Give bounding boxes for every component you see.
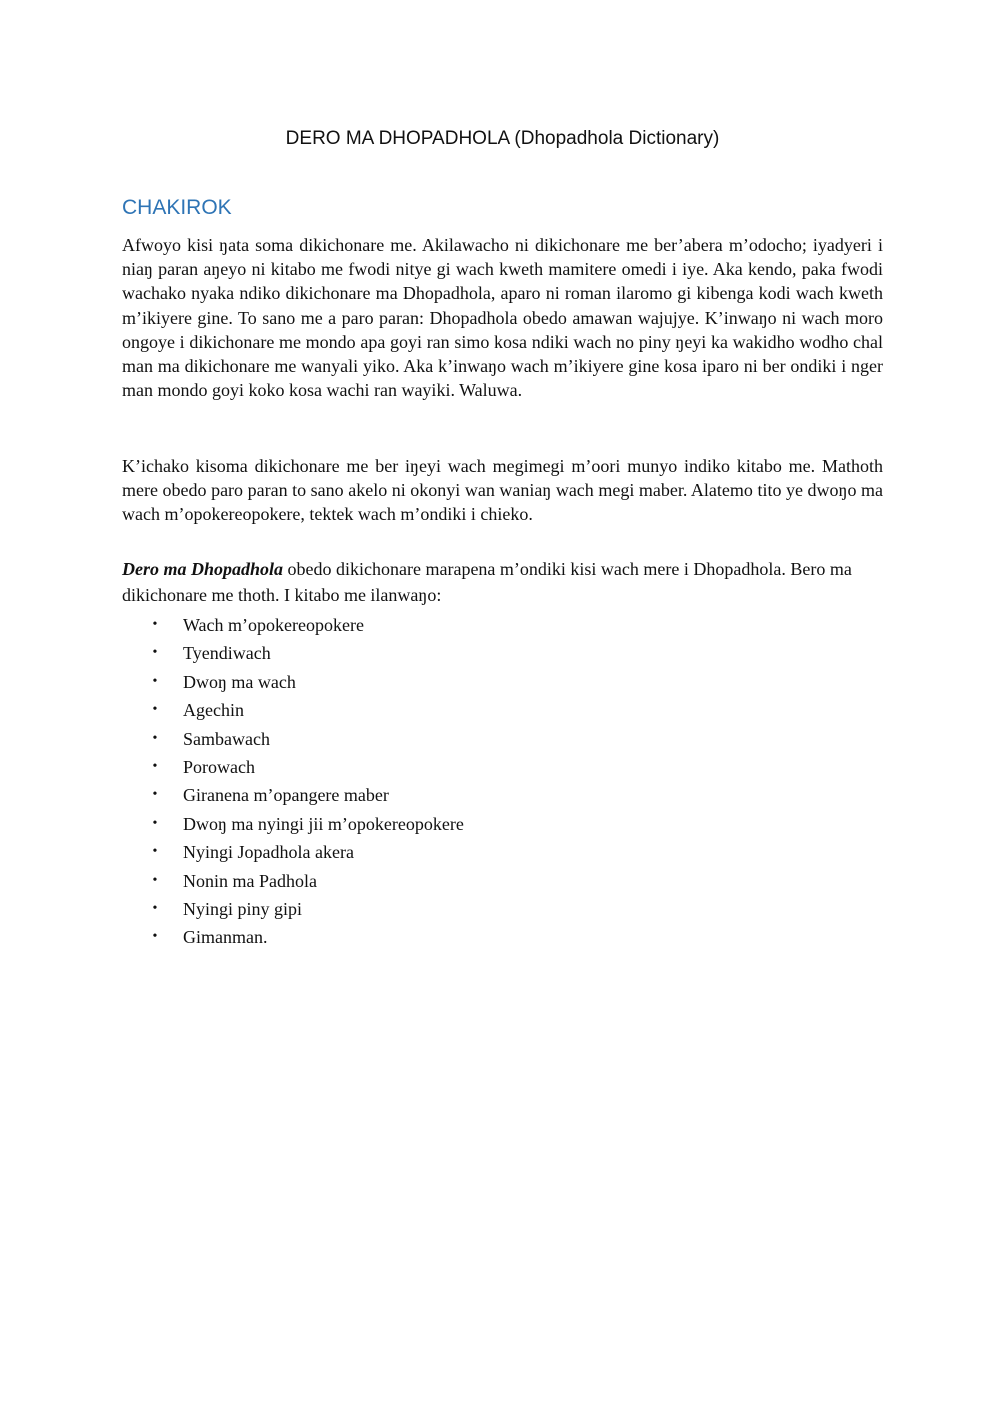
bullet-icon: •	[152, 844, 158, 860]
list-item-text: Dwoŋ ma wach	[183, 671, 296, 692]
list-item	[150, 810, 464, 838]
list-item	[150, 781, 464, 809]
intro-paragraph: Afwoyo kisi ŋata soma dikichonare me. Akilawacho ni dikichonare me ber’abera m’odocho; iyadyeri i niaŋ paran aŋeyo ni kitabo me fwodi nitye gi wach kweth mamitere omedi i iye. Aka kendo, paka fwodi wachako nyaka ndiko dikichonare ma Dhopadhola, aparo ni roman ilaromo gi kibenga kodi wach kweth m’ikiyere gine. To sano me a paro paran: Dhopadhola obedo amawan wajujye. K’inwaŋo ni wach moro ongoye i dikichonare me mondo apa goyi ran simo kosa ndiki wach no piny ŋeyi ka wakidho wodho chal man ma dikichonare me wanyali yiko. Aka k’inwaŋo wach m’ikiyere gine kosa iparo ni ber ondiki i nger man mondo goyi koko kosa wachi ran wayiki. Waluwa.	[122, 235, 883, 401]
bullet-icon: •	[152, 872, 158, 888]
bullet-icon: •	[152, 645, 158, 661]
list-item-text: Gimanman.	[183, 927, 268, 948]
bullet-icon: •	[152, 617, 158, 632]
list-item	[150, 923, 464, 951]
bullet-icon: •	[152, 929, 158, 945]
list-item-text: Nyingi piny gipi	[183, 898, 303, 919]
bullet-icon: •	[152, 900, 158, 916]
third-paragraph-text: obedo dikichonare marapena m’ondiki kisi wach mere i Dhopadhola. Bero ma dikichonare me thoth. I kitabo me ilanwaŋo:	[122, 559, 852, 605]
list-item-text: Sambawach	[183, 728, 270, 749]
bullet-icon: •	[152, 673, 158, 689]
contents-list	[150, 611, 464, 952]
list-item-text: Tyendiwach	[183, 643, 271, 664]
list-item	[150, 668, 464, 696]
list-item-text: Wach m’opokereopokere	[183, 615, 364, 635]
list-item	[150, 611, 464, 639]
list-item	[150, 639, 464, 667]
list-item-text: Nonin ma Padhola	[183, 870, 317, 891]
list-item-text: Porowach	[183, 756, 255, 777]
list-item	[150, 725, 464, 753]
third-paragraph	[122, 556, 883, 608]
bullet-icon: •	[152, 787, 158, 803]
list-item	[150, 753, 464, 781]
document-title: DERO MA DHOPADHOLA (Dhopadhola Dictionary)	[285, 128, 720, 149]
list-item-text: Agechin	[183, 700, 244, 721]
second-paragraph: K’ichako kisoma dikichonare me ber iŋeyi wach megimegi m’oori munyo indiko kitabo me. Mathoth mere obedo paro paran to sano akelo ni okonyi wan waniaŋ wach megi maber. Alatemo tito ye dwoŋo ma wach m’opokereopokere, tektek wach m’ondiki i chieko.	[122, 456, 883, 525]
list-item	[150, 696, 464, 724]
list-item	[150, 895, 464, 923]
list-item-text: Nyingi Jopadhola akera	[183, 842, 354, 863]
list-item	[150, 838, 464, 866]
list-item	[150, 867, 464, 895]
bullet-icon: •	[152, 758, 158, 774]
dictionary-name-emphasis: Dero ma Dhopadhola	[122, 559, 284, 579]
list-item-text: Dwoŋ ma nyingi jii m’opokereopokere	[183, 813, 464, 834]
section-heading: CHAKIROK	[122, 196, 232, 219]
list-item-text: Giranena m’opangere maber	[183, 785, 389, 806]
bullet-icon: •	[152, 815, 158, 831]
bullet-icon: •	[152, 702, 158, 718]
bullet-icon: •	[152, 730, 158, 746]
